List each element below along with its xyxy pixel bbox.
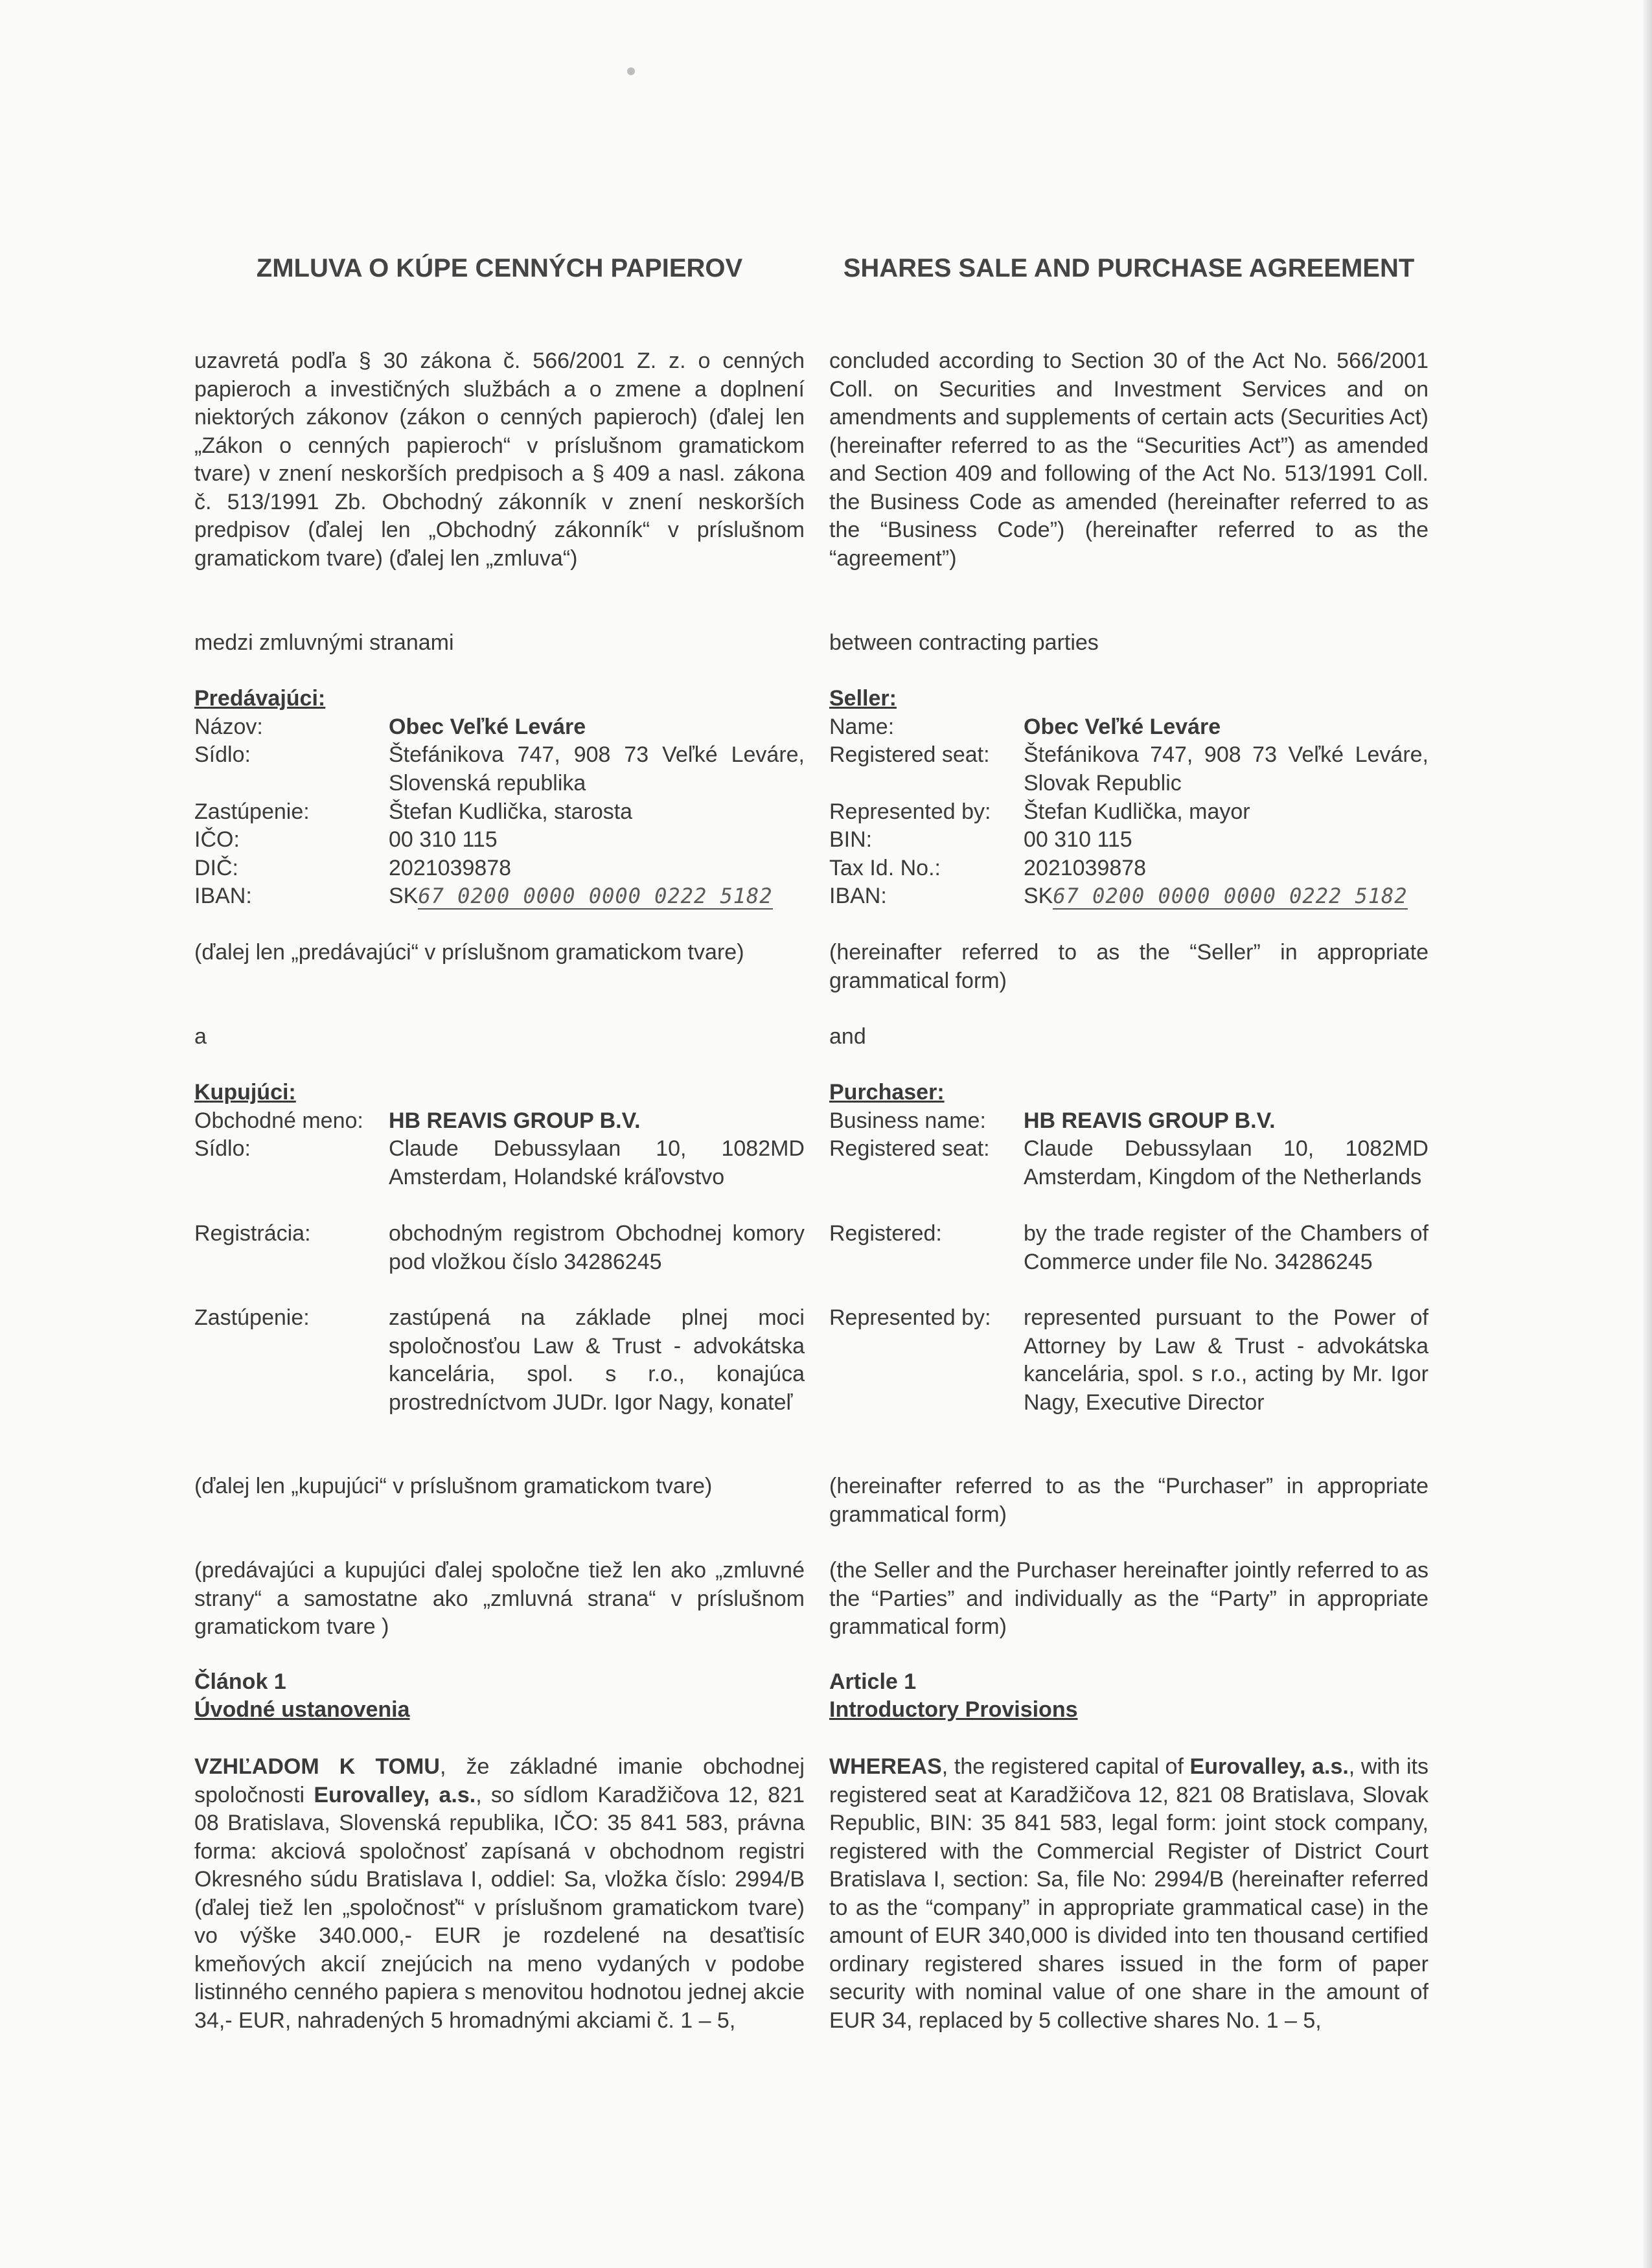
whereas-text: , the registered capital of	[941, 1754, 1190, 1779]
seller-reference-sk: (ďalej len „predávajúci“ v príslušnom gramatickom tvare)	[194, 940, 744, 965]
seller-name: Obec Veľké Leváre	[1024, 715, 1221, 739]
buyer-name: HB REAVIS GROUP B.V.	[1024, 1108, 1276, 1133]
seller-seat-label: Sídlo:	[194, 742, 251, 767]
buyer-reg: obchodným registrom Obchodnej komory pod vložkou číslo 34286245	[389, 1221, 805, 1274]
whereas-paragraph-en	[829, 1753, 1428, 2035]
buyer-heading-en: Purchaser:	[829, 1080, 945, 1105]
whereas-lead: VZHĽADOM K TOMU	[194, 1754, 440, 1779]
seller-heading-en: Seller:	[829, 686, 897, 711]
company-name: Eurovalley, a.s.	[1189, 1754, 1349, 1779]
seller-iban-label: IBAN:	[194, 884, 252, 908]
scan-speck	[627, 67, 635, 75]
seller-iban	[389, 882, 805, 911]
company-name: Eurovalley, a.s.	[314, 1782, 476, 1807]
seller-seat: Štefánikova 747, 908 73 Veľké Leváre, Slovak Republic	[1024, 742, 1428, 796]
whereas-text: , so sídlom Karadžičova 12, 821 08 Bratislava, Slovenská republika, IČO: 35 841 583, právna forma: akciová spoločnosť zapísaná v obchodnom registri Okresného súdu Bratislava I, oddiel: Sa, vložka číslo: 2994/B (ďalej tiež len „spoločnosť“ v príslušnom gramatickom tvare) vo výške 340.000,- EUR je rozdelené na desaťtisíc kmeňových akcií znejúcich na meno vydaných v podobe listinného cenného papiera s menovitou hodnotou jednej akcie 34,- EUR, nahradených 5 hromadnými akciami č. 1 – 5,	[194, 1782, 805, 2033]
seller-dic-label: DIČ:	[194, 856, 238, 880]
article-title-en: Introductory Provisions	[829, 1697, 1078, 1722]
intro-paragraph-en: concluded according to Section 30 of the Act No. 566/2001 Coll. on Securities and Investment Services and on amendments and supplements of certain acts (Securities Act) (hereinafter referred to as the “Securities Act”) as amended and Section 409 and following of the Act No. 513/1991 Coll. the Business Code as amended (hereinafter referred to as the “Business Code”) (hereinafter referred to as the “agreement”)	[829, 349, 1428, 571]
buyer-rep: represented pursuant to the Power of Attorney by Law & Trust - advokátska kancelária, spol. s r.o., acting by Mr. Igor Nagy, Executive Director	[1024, 1305, 1428, 1415]
intro-paragraph-sk: uzavretá podľa § 30 zákona č. 566/2001 Z. z. o cenných papieroch a investičných službách a o zmene a doplnení niektorých zákonov (zákon o cenných papieroch) (ďalej len „Zákon o cenných papieroch“ v príslušnom gramatickom tvare) v znení neskorších predpisoch a § 409 a nasl. zákona č. 513/1991 Zb. Obchodný zákonník v znení neskorších predpisov (ďalej len „Obchodný zákonník“ v príslušnom gramatickom tvare) (ďalej len „zmluva“)	[194, 349, 805, 571]
seller-ico: 00 310 115	[389, 827, 498, 852]
buyer-reg: by the trade register of the Chambers of Commerce under file No. 34286245	[1024, 1221, 1428, 1274]
seller-name-label: Name:	[829, 715, 895, 739]
buyer-rep-label: Zastúpenie:	[194, 1305, 310, 1330]
seller-ico-label: IČO:	[194, 827, 240, 852]
seller-heading-sk: Predávajúci:	[194, 686, 326, 711]
seller-name-label: Názov:	[194, 715, 263, 739]
seller-iban	[1024, 882, 1428, 911]
seller-iban-label: IBAN:	[829, 884, 887, 908]
buyer-reg-label: Registered:	[829, 1221, 942, 1246]
seller-name: Obec Veľké Leváre	[389, 715, 586, 739]
page-edge	[1643, 0, 1652, 2268]
iban-handwritten: 67 0200 0000 0000 0222 5182	[418, 884, 773, 908]
whereas-text: , že základné imanie obchodnej spoločnosti	[194, 1754, 805, 1807]
parties-paragraph-en: (the Seller and the Purchaser hereinafter jointly referred to as the “Parties” and individually as the “Party” in appropriate grammatical form)	[829, 1558, 1428, 1639]
seller-rep: Štefan Kudlička, mayor	[1024, 799, 1250, 824]
iban-prefix: SK	[1024, 884, 1053, 908]
buyer-rep-label: Represented by:	[829, 1305, 991, 1330]
seller-seat: Štefánikova 747, 908 73 Veľké Leváre, Slovenská republika	[389, 742, 805, 796]
buyer-name-label: Business name:	[829, 1108, 986, 1133]
article-title-sk: Úvodné ustanovenia	[194, 1697, 410, 1722]
iban-prefix: SK	[389, 884, 419, 908]
whereas-text: , with its registered seat at Karadžičova 12, 821 08 Bratislava, Slovak Republic, BIN: 35 841 583, legal form: joint stock company, registered with the Commercial Register of District Court Bratislava I, section: Sa, file No: 2994/B (hereinafter referred to as the “company” in appropriate grammatical case) in the amount of EUR 340,000 is divided into ten thousand certified ordinary registered shares issued in the form of paper security with nominal value of one share in the amount of EUR 34, replaced by 5 collective shares No. 1 – 5,	[829, 1754, 1428, 2033]
document-title-en: SHARES SALE AND PURCHASE AGREEMENT	[843, 254, 1415, 282]
whereas-paragraph-sk	[194, 1753, 805, 2035]
buyer-reg-label: Registrácia:	[194, 1221, 311, 1246]
buyer-reference-sk: (ďalej len „kupujúci“ v príslušnom gramatickom tvare)	[194, 1474, 713, 1498]
buyer-reference-en: (hereinafter referred to as the “Purchaser” in appropriate grammatical form)	[829, 1474, 1428, 1527]
seller-rep: Štefan Kudlička, starosta	[389, 799, 633, 824]
seller-reference-en: (hereinafter referred to as the “Seller” in appropriate grammatical form)	[829, 940, 1428, 993]
iban-handwritten: 67 0200 0000 0000 0222 5182	[1053, 884, 1408, 908]
buyer-heading-sk: Kupujúci:	[194, 1080, 296, 1105]
buyer-seat: Claude Debussylaan 10, 1082MD Amsterdam, Kingdom of the Netherlands	[1024, 1136, 1428, 1189]
and-en: and	[829, 1024, 866, 1049]
seller-tax-label: Tax Id. No.:	[829, 856, 941, 880]
seller-bin: 00 310 115	[1024, 827, 1132, 852]
article-number-en: Article 1	[829, 1669, 917, 1694]
whereas-lead: WHEREAS	[829, 1754, 942, 1779]
article-number-sk: Článok 1	[194, 1669, 286, 1694]
seller-seat-label: Registered seat:	[829, 742, 990, 767]
buyer-name-label: Obchodné meno:	[194, 1108, 363, 1133]
document-title-sk: ZMLUVA O KÚPE CENNÝCH PAPIEROV	[256, 254, 743, 282]
seller-rep-label: Represented by:	[829, 799, 991, 824]
and-sk: a	[194, 1024, 207, 1049]
buyer-rep: zastúpená na základe plnej moci spoločnosťou Law & Trust - advokátska kancelária, spol. s r.o., konajúca prostredníctvom JUDr. Igor Nagy, konateľ	[389, 1305, 805, 1415]
buyer-name: HB REAVIS GROUP B.V.	[389, 1108, 641, 1133]
buyer-seat-label: Registered seat:	[829, 1136, 990, 1161]
seller-bin-label: BIN:	[829, 827, 873, 852]
buyer-seat-label: Sídlo:	[194, 1136, 251, 1161]
buyer-seat: Claude Debussylaan 10, 1082MD Amsterdam, Holandské kráľovstvo	[389, 1136, 805, 1189]
seller-tax: 2021039878	[1024, 856, 1147, 880]
parties-paragraph-sk: (predávajúci a kupujúci ďalej spoločne tiež len ako „zmluvné strany“ a samostatne ako „zmluvná strana“ v príslušnom gramatickom tvare )	[194, 1558, 805, 1639]
seller-dic: 2021039878	[389, 856, 512, 880]
seller-rep-label: Zastúpenie:	[194, 799, 310, 824]
between-parties-en: between contracting parties	[829, 630, 1099, 655]
between-parties-sk: medzi zmluvnými stranami	[194, 630, 454, 655]
